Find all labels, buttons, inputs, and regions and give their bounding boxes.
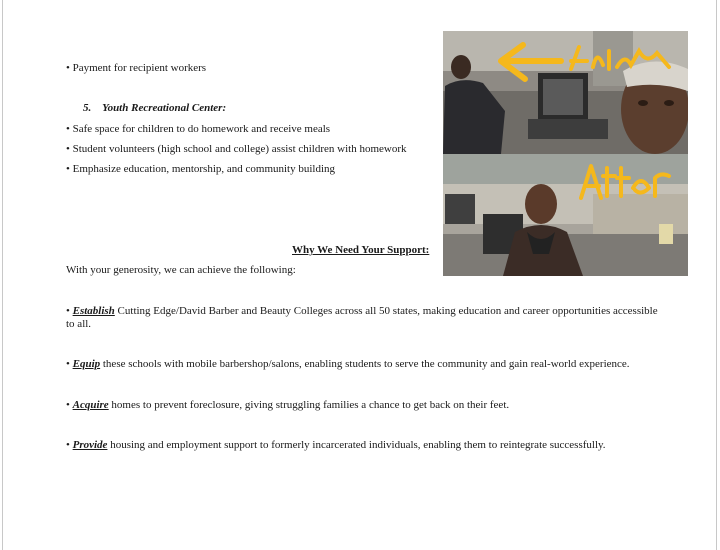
before-photo [443, 31, 688, 154]
bullet-glyph: • [66, 358, 70, 370]
bullet-glyph: • [66, 123, 70, 135]
support-text: Cutting Edge/David Barber and Beauty Colleges across all 50 states, making education and career opportunities accessible to all. [66, 305, 658, 330]
bullet-glyph: • [66, 62, 70, 74]
page-edge-right [716, 0, 717, 550]
bullet-text: Student volunteers (high school and college) assist children with homework [72, 143, 407, 155]
bullet-text: Safe space for children to do homework and receive meals [72, 123, 331, 135]
bullet-text: Payment for recipient workers [72, 62, 207, 74]
support-title: Why We Need Your Support: [292, 244, 430, 256]
support-item-equip [66, 358, 630, 371]
support-intro: With your generosity, we can achieve the following: [66, 264, 296, 276]
bullet-volunteers [66, 143, 407, 156]
bullet-glyph: • [66, 399, 70, 411]
bullet-emphasize [66, 163, 335, 176]
bullet-text: Emphasize education, mentorship, and community building [72, 163, 336, 175]
support-item-establish [66, 305, 666, 331]
support-keyword: Equip [72, 358, 101, 370]
page-edge-left [2, 0, 3, 550]
support-text: housing and employment support to formerly incarcerated individuals, enabling them to reintegrate successfully. [107, 439, 606, 451]
section-5-heading [83, 102, 226, 115]
before-photo-drawing [443, 31, 688, 154]
after-photo-drawing [443, 154, 688, 276]
bullet-glyph: • [66, 163, 70, 175]
support-item-provide [66, 439, 606, 452]
after-photo [443, 154, 688, 276]
section-title: Youth Recreational Center: [102, 102, 227, 114]
section-number: 5. [83, 102, 92, 114]
bullet-glyph: • [66, 143, 70, 155]
bullet-payment [66, 62, 206, 75]
support-keyword: Acquire [72, 399, 109, 411]
support-text: homes to prevent foreclosure, giving struggling families a chance to get back on their feet. [108, 399, 510, 411]
support-text: these schools with mobile barbershop/salons, enabling students to serve the community and gain real-world experience. [100, 358, 630, 370]
support-item-acquire [66, 399, 509, 412]
bullet-glyph: • [66, 305, 70, 317]
support-keyword: Provide [72, 439, 108, 451]
bullet-glyph: • [66, 439, 70, 451]
bullet-safe-space [66, 123, 330, 136]
support-keyword: Establish [72, 305, 115, 317]
